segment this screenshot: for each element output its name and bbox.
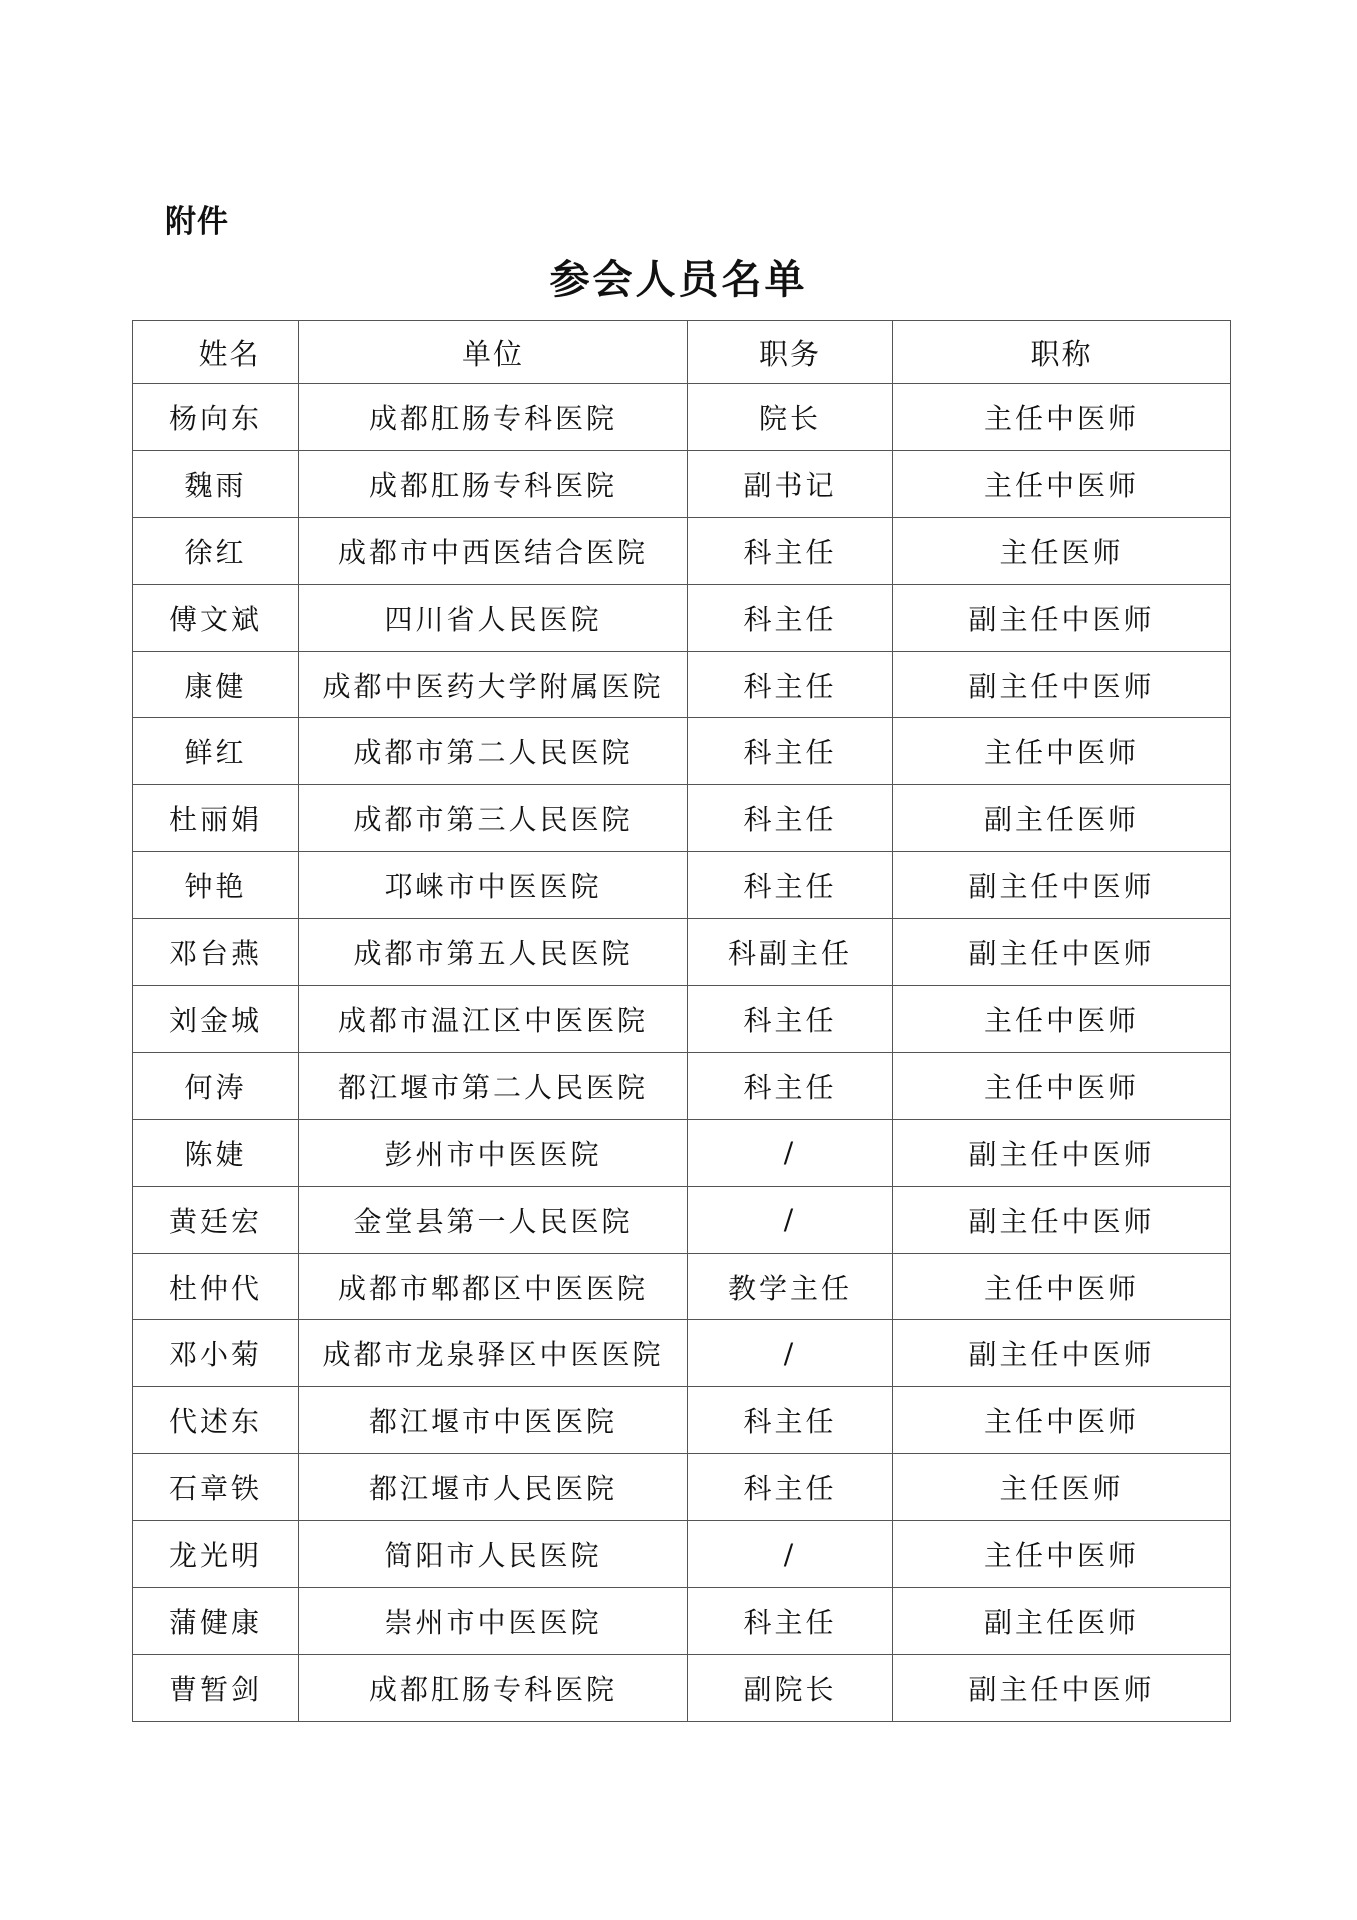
table-row bbox=[133, 852, 1231, 919]
cell-position: 科副主任 bbox=[688, 919, 893, 986]
cell-name: 杜仲代 bbox=[133, 1253, 299, 1320]
cell-position: 教学主任 bbox=[688, 1253, 893, 1320]
table-row bbox=[133, 584, 1231, 651]
table-row bbox=[133, 1052, 1231, 1119]
cell-position: 科主任 bbox=[688, 1052, 893, 1119]
cell-name: 蒲健康 bbox=[133, 1588, 299, 1655]
cell-name: 陈婕 bbox=[133, 1119, 299, 1186]
cell-name: 徐红 bbox=[133, 517, 299, 584]
table-row bbox=[133, 1119, 1231, 1186]
table-row bbox=[133, 450, 1231, 517]
cell-position: 科主任 bbox=[688, 986, 893, 1053]
header-name: 姓名 bbox=[133, 321, 299, 384]
cell-title: 主任中医师 bbox=[893, 718, 1231, 785]
cell-position: 科主任 bbox=[688, 852, 893, 919]
table-row bbox=[133, 384, 1231, 451]
cell-name: 鲜红 bbox=[133, 718, 299, 785]
table-row bbox=[133, 1521, 1231, 1588]
cell-name: 黄廷宏 bbox=[133, 1186, 299, 1253]
cell-title: 副主任中医师 bbox=[893, 1654, 1231, 1721]
table-row bbox=[133, 1253, 1231, 1320]
cell-name: 钟艳 bbox=[133, 852, 299, 919]
cell-title: 副主任中医师 bbox=[893, 584, 1231, 651]
cell-unit: 成都市郫都区中医医院 bbox=[299, 1253, 688, 1320]
cell-unit: 成都市温江区中医医院 bbox=[299, 986, 688, 1053]
cell-unit: 成都市第三人民医院 bbox=[299, 785, 688, 852]
cell-title: 主任中医师 bbox=[893, 1253, 1231, 1320]
table-row bbox=[133, 986, 1231, 1053]
table-row bbox=[133, 517, 1231, 584]
document-title: 参会人员名单 bbox=[549, 257, 808, 303]
cell-title: 主任中医师 bbox=[893, 1521, 1231, 1588]
cell-name: 邓小菊 bbox=[133, 1320, 299, 1387]
cell-position: 科主任 bbox=[688, 584, 893, 651]
table-row bbox=[133, 1320, 1231, 1387]
cell-title: 副主任医师 bbox=[893, 1588, 1231, 1655]
cell-name: 魏雨 bbox=[133, 450, 299, 517]
cell-name: 龙光明 bbox=[133, 1521, 299, 1588]
cell-title: 副主任医师 bbox=[893, 785, 1231, 852]
cell-title: 副主任中医师 bbox=[893, 651, 1231, 718]
table-row bbox=[133, 1588, 1231, 1655]
cell-unit: 成都市龙泉驿区中医医院 bbox=[299, 1320, 688, 1387]
table-row bbox=[133, 1186, 1231, 1253]
cell-title: 主任医师 bbox=[893, 1454, 1231, 1521]
cell-position: 科主任 bbox=[688, 517, 893, 584]
cell-unit: 四川省人民医院 bbox=[299, 584, 688, 651]
cell-position: 院长 bbox=[688, 384, 893, 451]
cell-unit: 成都肛肠专科医院 bbox=[299, 450, 688, 517]
cell-position: 科主任 bbox=[688, 718, 893, 785]
table-body bbox=[133, 384, 1231, 1722]
cell-unit: 彭州市中医医院 bbox=[299, 1119, 688, 1186]
cell-title: 副主任中医师 bbox=[893, 919, 1231, 986]
attachment-label: 附件 bbox=[165, 204, 229, 240]
cell-unit: 成都市第五人民医院 bbox=[299, 919, 688, 986]
header-row bbox=[133, 321, 1231, 384]
table-row bbox=[133, 919, 1231, 986]
cell-name: 代述东 bbox=[133, 1387, 299, 1454]
table-row bbox=[133, 1654, 1231, 1721]
cell-name: 杜丽娟 bbox=[133, 785, 299, 852]
cell-unit: 都江堰市第二人民医院 bbox=[299, 1052, 688, 1119]
cell-title: 主任中医师 bbox=[893, 1052, 1231, 1119]
cell-unit: 金堂县第一人民医院 bbox=[299, 1186, 688, 1253]
cell-position: 科主任 bbox=[688, 1588, 893, 1655]
cell-title: 副主任中医师 bbox=[893, 1119, 1231, 1186]
cell-position: / bbox=[688, 1521, 893, 1588]
cell-title: 主任中医师 bbox=[893, 1387, 1231, 1454]
table-row bbox=[133, 1387, 1231, 1454]
cell-name: 杨向东 bbox=[133, 384, 299, 451]
cell-title: 主任中医师 bbox=[893, 450, 1231, 517]
table-header bbox=[133, 321, 1231, 384]
cell-position: 科主任 bbox=[688, 1387, 893, 1454]
cell-position: / bbox=[688, 1320, 893, 1387]
cell-name: 康健 bbox=[133, 651, 299, 718]
cell-position: 科主任 bbox=[688, 1454, 893, 1521]
cell-unit: 成都肛肠专科医院 bbox=[299, 1654, 688, 1721]
cell-unit: 成都市第二人民医院 bbox=[299, 718, 688, 785]
cell-title: 副主任中医师 bbox=[893, 1186, 1231, 1253]
cell-position: 副书记 bbox=[688, 450, 893, 517]
cell-unit: 崇州市中医医院 bbox=[299, 1588, 688, 1655]
cell-unit: 简阳市人民医院 bbox=[299, 1521, 688, 1588]
attendee-table bbox=[132, 320, 1231, 1722]
cell-title: 副主任中医师 bbox=[893, 852, 1231, 919]
header-title: 职称 bbox=[893, 321, 1231, 384]
cell-name: 刘金城 bbox=[133, 986, 299, 1053]
cell-unit: 邛崃市中医医院 bbox=[299, 852, 688, 919]
cell-position: 科主任 bbox=[688, 651, 893, 718]
table-row bbox=[133, 1454, 1231, 1521]
cell-unit: 都江堰市人民医院 bbox=[299, 1454, 688, 1521]
cell-position: 科主任 bbox=[688, 785, 893, 852]
cell-position: / bbox=[688, 1186, 893, 1253]
cell-title: 主任医师 bbox=[893, 517, 1231, 584]
cell-name: 邓台燕 bbox=[133, 919, 299, 986]
cell-position: 副院长 bbox=[688, 1654, 893, 1721]
cell-unit: 成都中医药大学附属医院 bbox=[299, 651, 688, 718]
table-row bbox=[133, 651, 1231, 718]
cell-name: 何涛 bbox=[133, 1052, 299, 1119]
cell-title: 主任中医师 bbox=[893, 384, 1231, 451]
cell-unit: 成都市中西医结合医院 bbox=[299, 517, 688, 584]
cell-unit: 都江堰市中医医院 bbox=[299, 1387, 688, 1454]
cell-unit: 成都肛肠专科医院 bbox=[299, 384, 688, 451]
cell-name: 曹暂剑 bbox=[133, 1654, 299, 1721]
cell-name: 傅文斌 bbox=[133, 584, 299, 651]
cell-name: 石章铁 bbox=[133, 1454, 299, 1521]
table-row bbox=[133, 785, 1231, 852]
header-unit: 单位 bbox=[299, 321, 688, 384]
header-position: 职务 bbox=[688, 321, 893, 384]
cell-title: 副主任中医师 bbox=[893, 1320, 1231, 1387]
cell-title: 主任中医师 bbox=[893, 986, 1231, 1053]
cell-position: / bbox=[688, 1119, 893, 1186]
table-row bbox=[133, 718, 1231, 785]
